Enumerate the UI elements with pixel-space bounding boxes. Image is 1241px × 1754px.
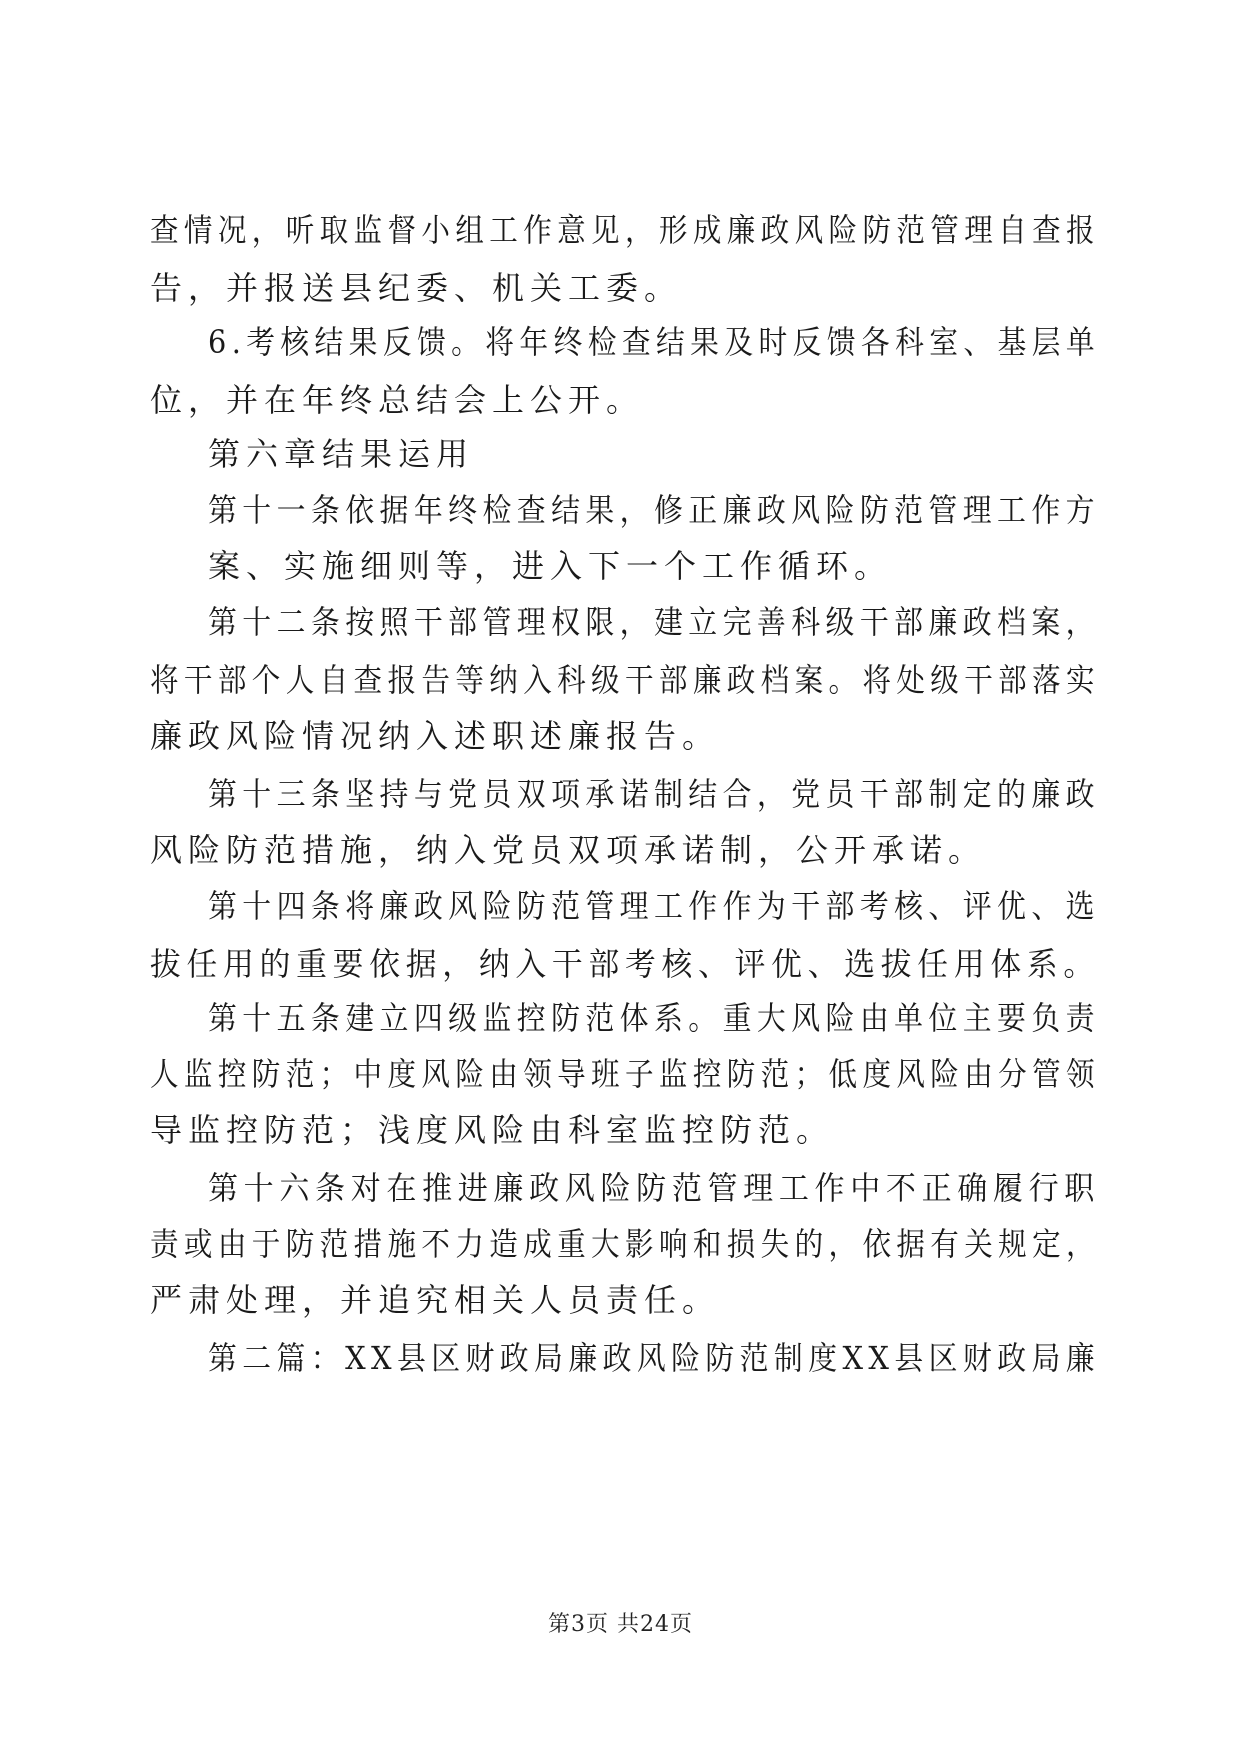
page-number-footer: 第3页 共24页	[548, 1612, 693, 1637]
line-text: 拔任用的重要依据，纳入干部考核、评优、选拔任用体系。	[150, 945, 1100, 983]
line-text: 第十四条将廉政风险防范管理工作作为干部考核、评优、选	[208, 887, 1100, 925]
line-text: 第十六条对在推进廉政风险防范管理工作中不正确履行职	[208, 1169, 1100, 1207]
line-text: 导监控防范；浅度风险由科室监控防范。	[150, 1111, 835, 1149]
line-text: 责或由于防范措施不力造成重大影响和损失的，依据有关规定，	[150, 1225, 1100, 1263]
line-text: 告，并报送县纪委、机关工委。	[150, 269, 683, 307]
line-text: 严肃处理，并追究相关人员责任。	[150, 1281, 721, 1319]
line-text: 人监控防范；中度风险由领导班子监控防范；低度风险由分管领	[150, 1055, 1100, 1093]
line-text: 第十三条坚持与党员双项承诺制结合，党员干部制定的廉政	[208, 775, 1100, 813]
line-text: 廉政风险情况纳入述职述廉报告。	[150, 717, 721, 755]
line-text: 查情况，听取监督小组工作意见，形成廉政风险防范管理自查报	[150, 211, 1100, 249]
line-text: 位，并在年终总结会上公开。	[150, 381, 645, 419]
line-text: 将干部个人自查报告等纳入科级干部廉政档案。将处级干部落实	[150, 661, 1100, 699]
line-text: 案、实施细则等，进入下一个工作循环。	[208, 547, 893, 585]
line-text: 第十五条建立四级监控防范体系。重大风险由单位主要负责	[208, 999, 1100, 1037]
line-text: 第十一条依据年终检查结果，修正廉政风险防范管理工作方	[208, 491, 1100, 529]
line-text: 第十二条按照干部管理权限，建立完善科级干部廉政档案，	[208, 603, 1100, 641]
line-text: 第二篇：XX县区财政局廉政风险防范制度XX县区财政局廉	[208, 1339, 1101, 1377]
line-text: 第六章结果运用	[208, 435, 475, 473]
line-text: 6.考核结果反馈。将年终检查结果及时反馈各科室、基层单	[208, 323, 1101, 361]
line-text: 风险防范措施，纳入党员双项承诺制，公开承诺。	[150, 831, 987, 869]
